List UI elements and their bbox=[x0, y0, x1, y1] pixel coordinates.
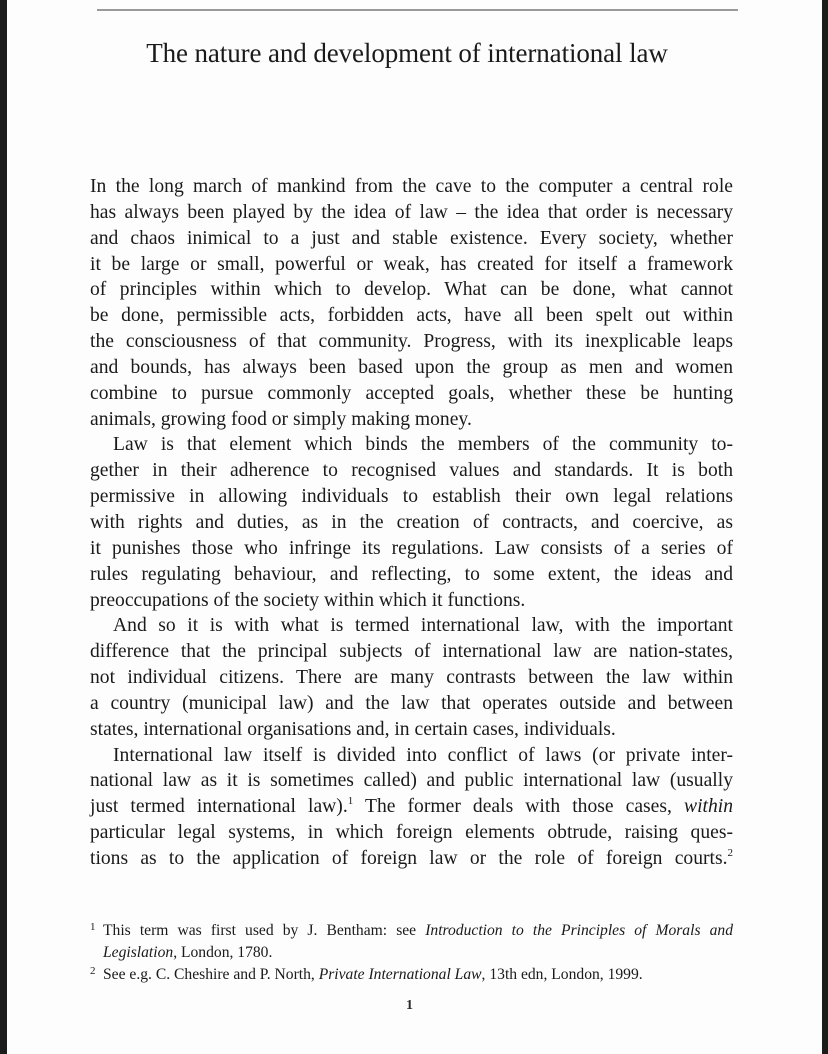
text-line: and bounds, has always been based upon the group as men and women bbox=[90, 356, 733, 378]
text-line: In the long march of mankind from the cave to the computer a central role bbox=[90, 176, 733, 197]
footnote-text: , 13th edn, London, 1999. bbox=[481, 966, 643, 983]
text-line: animals, growing food or simply making money. bbox=[90, 408, 472, 430]
chapter-title: The nature and development of international law bbox=[146, 38, 668, 68]
text-line: it punishes those who infringe its regulations. Law consists of a series of bbox=[90, 537, 733, 559]
text-line: it be large or small, powerful or weak, has created for itself a framework bbox=[90, 253, 733, 275]
footnote-citation-title: Legislation bbox=[103, 944, 174, 961]
text-line: particular legal systems, in which foreign elements obtrude, raising ques- bbox=[90, 822, 733, 844]
page-number: 1 bbox=[406, 998, 413, 1013]
footnote-citation-title: Private International Law bbox=[318, 966, 482, 983]
paragraph-4 bbox=[90, 743, 733, 872]
text-line bbox=[90, 846, 733, 872]
text-line: national law as it is sometimes called) and public international law (usually bbox=[90, 770, 733, 792]
emphasis-text: within bbox=[684, 796, 733, 818]
text-line: gether in their adherence to recognised values and standards. It is both bbox=[90, 460, 733, 482]
footnote-citation-title: Introduction to the Principles of Morals and bbox=[425, 922, 733, 939]
text-line: And so it is with what is termed international law, with the important bbox=[113, 615, 733, 637]
text-line: Law is that element which binds the members of the community to- bbox=[113, 434, 733, 456]
text-line: a country (municipal law) and the law that operates outside and between bbox=[90, 692, 733, 714]
text-line: with rights and duties, as in the creation of contracts, and coercive, as bbox=[90, 511, 733, 533]
footnote-line bbox=[103, 964, 733, 986]
text-line: the consciousness of that community. Progress, with its inexplicable leaps bbox=[90, 331, 733, 353]
footnote-ref-1[interactable]: 1 bbox=[347, 795, 354, 808]
footnote-text: , London, 1780. bbox=[173, 944, 273, 961]
paragraph-2 bbox=[90, 432, 733, 613]
text-line: International law itself is divided into conflict of laws (or private inter- bbox=[113, 744, 733, 766]
footnote-marker: 1 bbox=[90, 921, 96, 933]
text-line: preoccupations of the society within which it functions. bbox=[90, 589, 526, 611]
text-line: of principles within which to develop. What can be done, what cannot bbox=[90, 279, 733, 301]
text-segment: just termed international law). bbox=[90, 796, 348, 818]
paragraph-3 bbox=[90, 613, 733, 742]
footnote-text: See e.g. C. Cheshire and P. North, bbox=[103, 966, 319, 983]
body-text bbox=[90, 174, 733, 872]
text-line: permissive in allowing individuals to establish their own legal relations bbox=[90, 486, 733, 508]
footnote-text: This term was first used by J. Bentham: see bbox=[103, 922, 426, 939]
text-line: states, international organisations and, in certain cases, individuals. bbox=[90, 718, 616, 740]
footnote-line bbox=[103, 920, 733, 942]
text-segment: tions as to the application of foreign law or the role of foreign courts. bbox=[90, 847, 728, 869]
text-line: difference that the principal subjects of international law are nation-states, bbox=[90, 641, 733, 663]
footnote-1 bbox=[90, 920, 733, 964]
text-line bbox=[90, 794, 733, 820]
text-segment: The former deals with those cases, bbox=[353, 796, 684, 818]
text-line: be done, permissible acts, forbidden acts, have all been spelt out within bbox=[90, 305, 733, 327]
text-line: has always been played by the idea of law – the idea that order is necessary bbox=[90, 201, 733, 223]
text-line: and chaos inimical to a just and stable existence. Every society, whether bbox=[90, 227, 733, 249]
footnote-ref-2[interactable]: 2 bbox=[727, 846, 733, 859]
text-line: not individual citizens. There are many contrasts between the law within bbox=[90, 667, 733, 689]
footnote-line bbox=[103, 942, 733, 964]
text-line: combine to pursue commonly accepted goals, whether these be hunting bbox=[90, 382, 733, 404]
paragraph-1 bbox=[90, 174, 733, 432]
text-line: rules regulating behaviour, and reflecting, to some extent, the ideas and bbox=[90, 563, 733, 585]
footnotes bbox=[90, 920, 733, 986]
footnote-2 bbox=[90, 964, 733, 986]
header-rule bbox=[97, 9, 738, 11]
footnote-marker: 2 bbox=[90, 965, 96, 977]
